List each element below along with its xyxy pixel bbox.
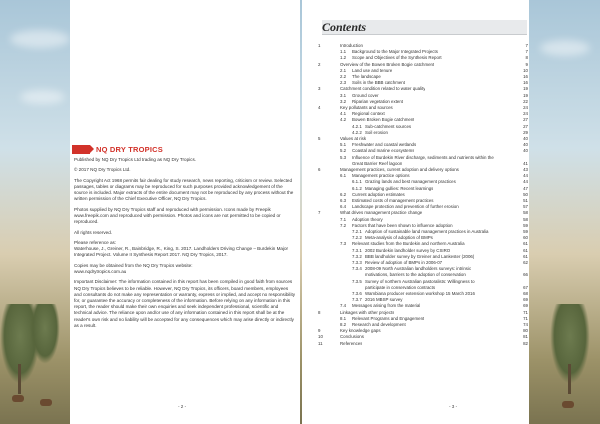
toc-number: 7.4 (340, 303, 347, 309)
toc-entry[interactable] (318, 105, 528, 111)
toc-number: 8.1 (340, 315, 347, 321)
toc-page-number: 67 (523, 284, 528, 290)
toc-page-number: 58 (523, 210, 528, 216)
toc-number: 7.2.1 (352, 229, 362, 234)
toc-title: Wambiana producer extension workshop 15 March 2016 (365, 291, 475, 296)
toc-entry[interactable] (318, 179, 528, 185)
toc-entry[interactable] (318, 124, 528, 130)
publisher-line: Published by NQ Dry Tropics Ltd trading as NQ Dry Tropics. (74, 157, 197, 162)
toc-entry[interactable] (318, 117, 528, 123)
toc-title: 2016 MBSP survey (365, 297, 403, 303)
cattle (12, 395, 24, 402)
copies-paragraph: Copies may be obtained from the NQ Dry Tropics website: www.nqdrytropics.com.au (74, 262, 193, 274)
toc-entry[interactable] (318, 136, 528, 142)
reference-paragraph: Please reference as: Waterhouse, J., Greiner, R., Bainbridge, R., King, S. 2017. Landholders Driving Change – Burdekin Major Integrated Project. Volume II Synthesis Report 2017. NQ Dry Tropics, 2017. (74, 239, 289, 258)
toc-title: BBB landholder survey by Greiner and Lankester (2006) (365, 253, 475, 259)
toc-number: 7.3.2 (352, 253, 362, 259)
toc-page-number: 24 (523, 111, 528, 117)
toc-number: 6.4 (340, 204, 347, 210)
toc-entry[interactable] (318, 192, 528, 198)
toc-page-number: 44 (523, 179, 528, 185)
toc-page-number: 62 (523, 260, 528, 265)
toc-entry[interactable] (318, 341, 528, 347)
toc-entry[interactable] (318, 198, 528, 204)
toc-entry[interactable] (318, 130, 528, 136)
toc-number: 2.3 (340, 80, 347, 86)
toc-number: 5 (318, 136, 321, 141)
toc-title: Soils in the BBB catchment (352, 80, 405, 86)
toc-number: 7.3.5 (352, 278, 362, 284)
toc-number: 2.1 (340, 67, 347, 73)
toc-number: 7.3.3 (352, 260, 362, 265)
toc-entry[interactable] (318, 204, 528, 210)
toc-page-number: 7 (525, 49, 528, 55)
toc-page-number: 51 (523, 198, 528, 203)
toc-page-number: 8 (525, 55, 528, 61)
toc-number: 4.1 (340, 111, 347, 117)
toc-entry[interactable] (318, 297, 528, 303)
toc-entry[interactable] (318, 80, 528, 86)
toc-title: Linkages with other projects (340, 309, 395, 315)
toc-number: 2.2 (340, 74, 347, 79)
toc-page-number: 57 (523, 204, 528, 210)
toc-entry[interactable] (318, 55, 528, 61)
cloud (20, 90, 65, 104)
toc-entry[interactable] (318, 229, 528, 235)
cloud (540, 40, 590, 56)
toc-title: Catchment condition related to water quality (340, 86, 426, 92)
toc-number: 6.1.2 (352, 185, 362, 191)
toc-number: 8 (318, 309, 321, 315)
toc-number: 5.3 (340, 154, 347, 160)
toc-number: 5.1 (340, 142, 347, 148)
toc-title: 2008-09 North Australian landholders surveys: intrinsic (365, 266, 472, 272)
toc-page-number: 44 (523, 173, 528, 179)
toc-page-number: 81 (523, 334, 528, 340)
toc-title-continued: Great Barrier Reef lagoon (352, 160, 403, 166)
toc-page-number: 40 (523, 136, 528, 141)
toc-title: What drives management practice change (340, 210, 423, 216)
toc-entry[interactable] (318, 186, 528, 192)
toc-page-number: 66 (523, 272, 528, 278)
toc-entry[interactable] (318, 62, 528, 68)
toc-number: 4.2.2 (352, 129, 362, 135)
toc-number: 3.1 (340, 92, 347, 98)
toc-entry[interactable] (318, 155, 528, 161)
toc-entry[interactable] (318, 68, 528, 74)
toc-page-number: 71 (523, 315, 528, 321)
toc-number: 4.2 (340, 117, 347, 123)
toc-page-number: 40 (523, 148, 528, 154)
toc-page-number: 59 (523, 229, 528, 234)
toc-entry[interactable] (318, 111, 528, 117)
toc-number: 10 (318, 334, 323, 340)
toc-entry[interactable] (318, 334, 528, 340)
toc-number: 6.3 (340, 198, 347, 203)
toc-number: 7.1 (340, 216, 347, 222)
toc-number: 1 (318, 43, 321, 48)
toc-entry[interactable] (318, 142, 528, 148)
toc-page-number: 7 (525, 43, 528, 48)
toc-entry[interactable] (318, 167, 528, 173)
toc-entry[interactable] (318, 272, 528, 278)
toc-entry[interactable] (318, 260, 528, 266)
toc-title: Estimated costs of management practices (352, 198, 434, 203)
cattle (40, 399, 52, 406)
toc-title: Soil erosion (365, 129, 388, 135)
toc-title: Landscape protection and prevention of further erosion (352, 204, 459, 210)
contents-title: Contents (322, 20, 367, 34)
toc-title: Influence of Burdekin River discharge, sediments and nutrients within the (352, 154, 494, 160)
toc-title: Managing gullies: Recent learnings (365, 185, 434, 191)
toc-page-number: 80 (523, 328, 528, 334)
toc-page-number: 59 (523, 222, 528, 228)
toc-title: Freshwater and coastal wetlands (352, 142, 417, 148)
toc-page-number: 60 (523, 235, 528, 241)
toc-title: Conclusions (340, 334, 364, 340)
toc-page-number: 50 (523, 191, 528, 197)
toc-page-number: 58 (523, 216, 528, 222)
toc-page-number: 68 (523, 291, 528, 296)
toc-page-number: 82 (523, 340, 528, 346)
toc-number: 7.3.6 (352, 291, 362, 296)
toc-title: Relevant Programs and Engagement (352, 315, 425, 321)
toc-page-number: 40 (523, 142, 528, 148)
toc-entry[interactable] (318, 161, 528, 167)
toc-page-number: 43 (523, 167, 528, 172)
toc-page-number: 27 (523, 117, 528, 123)
toc-title: Factors that have been shown to influence adoption (352, 222, 453, 228)
toc-title: Relevant studies from the Burdekin and northern Australia (352, 241, 465, 247)
toc-title: Overview of the Bowen Broken Bogie catchment (340, 61, 435, 67)
toc-entry[interactable] (318, 328, 528, 334)
contents-heading-banner (322, 20, 527, 35)
toc-number: 9 (318, 328, 321, 334)
toc-number: 4 (318, 105, 321, 110)
toc-number: 6 (318, 167, 321, 172)
toc-entry[interactable] (318, 241, 528, 247)
toc-entry[interactable] (318, 173, 528, 179)
toc-page-number: 47 (523, 185, 528, 191)
toc-title: Land use and tenure (352, 67, 393, 73)
toc-title: Scope and Objectives of the Synthesis Report (352, 55, 442, 61)
toc-number: 7.3.1 (352, 247, 362, 253)
toc-entry[interactable] (318, 291, 528, 297)
toc-number: 5.2 (340, 148, 347, 154)
toc-title: References (340, 340, 363, 346)
toc-entry[interactable] (318, 254, 528, 260)
toc-number: 7.3.7 (352, 297, 362, 303)
toc-entry[interactable] (318, 217, 528, 223)
toc-page-number: 19 (523, 92, 528, 98)
toc-title: Sub-catchment sources (365, 123, 412, 129)
photos-paragraph: Photos supplied by NQ Dry Tropics staff and reproduced with permission. Icons made by Freepik www.freepik.com and reproduced with permission. Photos and icons are not permitted to be copied or reproduced. (74, 206, 281, 225)
toc-title-continued: motivations, barriers to the adoption of conservation (365, 272, 466, 278)
toc-title: Background to the Major Integrated Projects (352, 49, 438, 55)
toc-page-number: 69 (523, 297, 528, 303)
toc-title: Review of adoption of BMPs in 2006-07 (365, 260, 443, 265)
toc-page-number: 24 (523, 105, 528, 110)
toc-number: 1.2 (340, 55, 347, 61)
toc-title: Grazing lands and best management practices (365, 179, 456, 185)
toc-title: Current adoption estimates (352, 191, 405, 197)
toc-entry[interactable] (318, 93, 528, 99)
toc-number: 6.2 (340, 191, 347, 197)
toc-title: Riparian vegetation extent (352, 98, 404, 104)
toc-title: Key knowledge gaps (340, 328, 381, 334)
toc-entry[interactable] (318, 49, 528, 55)
toc-page-number: 9 (525, 61, 528, 67)
toc-entry[interactable] (318, 316, 528, 322)
toc-title: Survey of northern Australian pastoralists: Willingness to (365, 278, 475, 284)
toc-entry[interactable] (318, 148, 528, 154)
toc-number: 3 (318, 86, 321, 92)
toc-page-number: 29 (523, 129, 528, 135)
toc-title: Ground cover (352, 92, 379, 98)
logo-text: NQ DRY TROPICS (96, 145, 163, 154)
toc-title: The landscape (352, 74, 381, 79)
toc-title: Coastal and marine ecosystems (352, 148, 415, 154)
toc-page-number: 19 (523, 86, 528, 92)
disclaimer-paragraph: Important Disclaimer: The information contained in this report has been compiled in good faith from sources NQ Dry Tropics believes to be reliable. However, NQ Dry Tropics, its officers, board members, employees and consultants do not make any representation or warranty, express or implied, and accept no responsibility for, or guarantee the accuracy or completeness of the information. Before relying on any information in this report, the reader should make their own enquiries and seek independent professional, scientific and technical advice. The reliance upon and/or use of any information contained in this report shall be at the reader's own risk and no liability will be accepted for any consequences which may arise directly or indirectly as a result. (74, 279, 296, 328)
toc-page-number: 61 (523, 253, 528, 259)
toc-entry[interactable] (318, 303, 528, 309)
toc-number: 8.2 (340, 322, 347, 327)
toc-title: Messages arising from the material (352, 303, 421, 309)
toc-number: 7.2 (340, 222, 347, 228)
toc-page-number: 27 (523, 123, 528, 129)
toc-title-continued: participate in conservation contracts (365, 284, 436, 290)
rights-line: All rights reserved. (74, 229, 113, 235)
toc-entry[interactable] (318, 223, 528, 229)
page-number: - 2 - (178, 404, 187, 409)
toc-page-number: 69 (523, 303, 528, 309)
toc-number: 2 (318, 61, 321, 67)
toc-page-number: 71 (523, 309, 528, 315)
page-number: - 3 - (449, 404, 458, 409)
toc-page-number: 61 (523, 241, 528, 247)
copyright-line: © 2017 NQ Dry Tropics Ltd. (74, 167, 131, 173)
toc-entry[interactable] (318, 285, 528, 291)
toc-title: Key pollutants and sources (340, 105, 393, 110)
toc-title: Adoption of sustainable land management practices in Australia (365, 229, 489, 234)
toc-title: 2002 Burdekin landholder survey by CSIRO (365, 247, 451, 253)
tree (30, 304, 60, 364)
toc-entry[interactable] (318, 248, 528, 254)
toc-number: 6.1.1 (352, 179, 362, 185)
tree-trunk (568, 364, 571, 394)
toc-page-number: 61 (523, 247, 528, 253)
toc-title: Meta-analysis of adoption of BMPs (365, 235, 433, 241)
nq-dry-tropics-logo (72, 145, 163, 154)
toc-page-number: 74 (523, 322, 528, 327)
toc-number: 11 (318, 340, 323, 346)
toc-entry[interactable] (318, 74, 528, 80)
copyright-act-paragraph: The Copyright Act 1968 permits fair dealing for study research, news reporting, criticism or review. Selected passages, tables or diagrams may be reproduced for such purposes provided acknowledgement of the source is included. Major extracts of the entire document may not be reproduced by any process without the written permission of the Chief Executive Officer, NQ Dry Tropics. (74, 177, 294, 202)
toc-page-number: 10 (523, 67, 528, 73)
toc-page-number: 16 (523, 80, 528, 86)
toc-entry[interactable] (318, 86, 528, 92)
toc-number: 4.2.1 (352, 123, 362, 129)
cattle (562, 401, 574, 408)
toc-number: 7.2.2 (352, 235, 362, 241)
logo-mark-icon (72, 145, 90, 154)
toc-entry[interactable] (318, 99, 528, 105)
toc-page-number: 41 (523, 160, 528, 166)
toc-title: Management practice options (352, 173, 410, 179)
toc-title: Values at risk (340, 136, 367, 141)
toc-number: 3.2 (340, 98, 347, 104)
toc-title: Regional context (352, 111, 385, 117)
toc-title: Bowen Broken Bogie catchment (352, 117, 415, 123)
toc-title: Introduction (340, 43, 363, 48)
toc-title: Adoption theory (352, 216, 383, 222)
toc-entry[interactable] (318, 43, 528, 49)
imprint-text (74, 157, 296, 333)
toc-number: 1.1 (340, 49, 347, 55)
toc-number: 7 (318, 210, 321, 216)
toc-entry[interactable] (318, 210, 528, 216)
toc-entry[interactable] (318, 266, 528, 272)
toc-number: 6.1 (340, 173, 347, 179)
toc-page-number: 16 (523, 74, 528, 79)
toc-page-number: 22 (523, 98, 528, 104)
toc-title: Management practices, current adoption and delivery options (340, 167, 459, 172)
toc-entry[interactable] (318, 310, 528, 316)
toc-entry[interactable] (318, 235, 528, 241)
toc-number: 7.3.4 (352, 266, 362, 272)
toc-entry[interactable] (318, 279, 528, 285)
toc-entry[interactable] (318, 322, 528, 328)
toc-number: 7.3 (340, 241, 347, 247)
toc-title: Research and development (352, 322, 406, 327)
tree-trunk (18, 364, 21, 394)
cloud (10, 30, 70, 48)
